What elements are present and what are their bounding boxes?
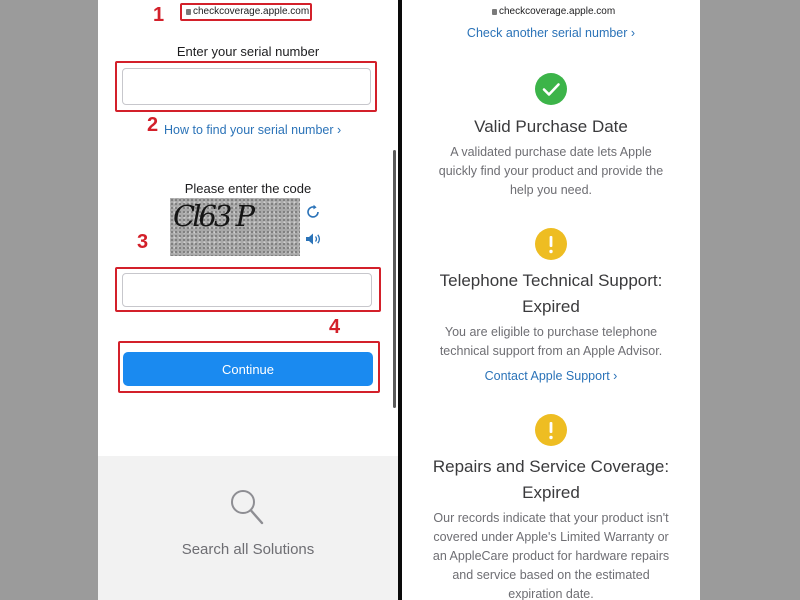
contact-support-link[interactable]: Contact Apple Support › <box>484 369 618 383</box>
step-marker-2: 2 <box>147 114 159 136</box>
serial-number-label: Enter your serial number <box>176 44 320 59</box>
telephone-support-title: Telephone Technical Support: Expired <box>439 271 663 316</box>
captcha-code-input[interactable] <box>122 273 372 307</box>
warning-icon <box>535 228 567 260</box>
continue-button[interactable]: Continue <box>123 352 373 386</box>
serial-entry-screen <box>98 0 398 600</box>
telephone-support-body: You are eligible to purchase telephone technical support from an Apple Advisor. <box>439 325 663 358</box>
url-text: checkcoverage.apple.com <box>193 6 310 17</box>
refresh-icon[interactable] <box>305 204 321 220</box>
check-another-serial-link[interactable]: Check another serial number › <box>466 26 636 40</box>
scrollbar[interactable] <box>393 150 396 408</box>
captcha-image <box>170 198 300 256</box>
coverage-results-screen <box>402 0 700 600</box>
serial-number-input[interactable] <box>122 68 371 105</box>
purchase-date-body: A validated purchase date lets Apple quickly find your product and provide the help you need. <box>438 145 664 197</box>
check-icon <box>535 73 567 105</box>
captcha-text: Cl63 P <box>173 199 253 233</box>
warning-icon <box>535 414 567 446</box>
audio-icon[interactable] <box>305 232 323 246</box>
url-text: checkcoverage.apple.com <box>499 6 616 17</box>
purchase-date-title: Valid Purchase Date <box>474 117 628 136</box>
address-bar[interactable] <box>492 6 615 17</box>
step-marker-3: 3 <box>137 231 149 253</box>
serial-help-link[interactable]: How to find your serial number › <box>164 123 342 137</box>
url-highlight-box <box>180 3 312 21</box>
search-solutions-section[interactable] <box>98 456 398 600</box>
repairs-coverage-title: Repairs and Service Coverage: Expired <box>432 457 670 502</box>
lock-icon <box>492 9 497 15</box>
search-icon <box>229 488 265 526</box>
step-marker-1: 1 <box>153 4 165 26</box>
repairs-coverage-body: Our records indicate that your product isn't covered under Apple's Limited Warranty or an AppleCare product for hardware repairs and service based on the estimated expiration date. <box>432 511 670 600</box>
captcha-label: Please enter the code <box>184 181 312 196</box>
step-marker-4: 4 <box>329 316 341 338</box>
search-solutions-label: Search all Solutions <box>181 541 315 558</box>
